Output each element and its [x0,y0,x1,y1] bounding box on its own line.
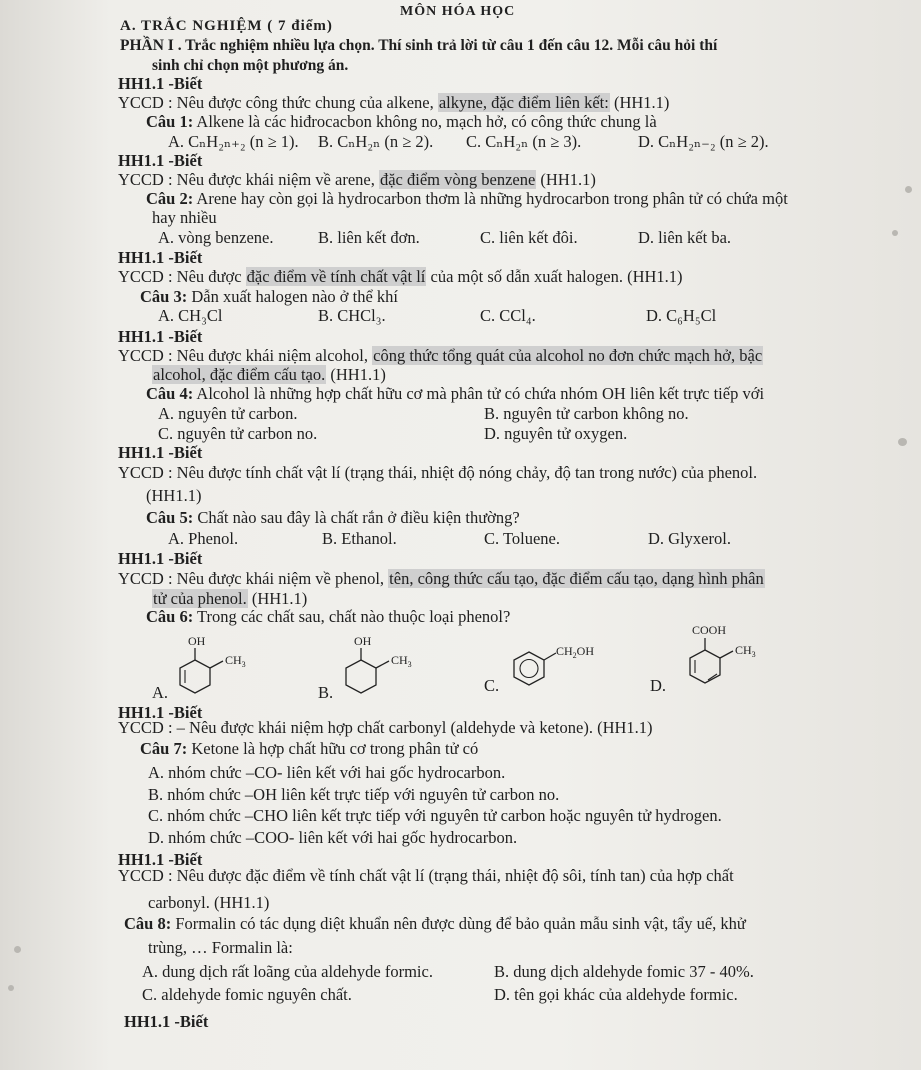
oh-label: OH [188,634,206,648]
option-b: B. nguyên tử carbon không no. [484,404,689,423]
option-a: A. [152,683,169,702]
structure-o-cresol [170,630,250,700]
question-4: Câu 4: Alcohol là những hợp chất hữu cơ mà phân tử có chứa nhóm OH liên kết trực tiếp với [146,384,765,403]
option-c: C. CCl₄. [480,306,536,325]
option-b: B. nhóm chức –OH liên kết trực tiếp với nguyên tử carbon no. [148,785,560,804]
oh-label: OH [354,634,372,648]
question-1: Câu 1: Alkene là các hiđrocacbon không no, mạch hở, có công thức chung là [146,112,657,131]
option-d: D. CₙH₂ₙ₋₂ (n ≥ 2). [638,132,769,151]
question-5: Câu 5: Chất nào sau đây là chất rắn ở điều kiện thường? [146,508,520,527]
margin-mark [8,985,14,991]
question-2: Câu 2: Arene hay còn gọi là hydrocarbon thơm là những hydrocarbon trong phân tử có chứa một [146,189,788,208]
option-a: A. vòng benzene. [158,228,274,247]
margin-mark [898,438,907,446]
level-tag: HH1.1 -Biết [118,327,203,346]
structure-methylcyclohexanol [336,630,416,700]
part-instructions: PHẦN I . Trắc nghiệm nhiều lựa chọn. Thí sinh trả lời từ câu 1 đến câu 12. Mỗi câu hỏi thí [120,37,718,54]
part-instructions-cont: sinh chỉ chọn một phương án. [152,57,349,74]
margin-mark [892,230,898,236]
learning-objective-cont: tử của phenol. (HH1.1) [153,589,308,608]
level-tag: HH1.1 -Biết [118,74,203,93]
ch3-label: $CH_3$ [225,653,246,669]
learning-objective: YCCD : Nêu được khái niệm về arene, đặc điểm vòng benzene (HH1.1) [118,170,596,189]
option-d: D. liên kết ba. [638,228,732,247]
option-d: D. [650,676,667,695]
level-tag: HH1.1 -Biết [118,850,203,869]
option-a: A. nguyên tử carbon. [158,404,298,423]
option-a: A. nhóm chức –CO- liên kết với hai gốc hydrocarbon. [148,763,506,782]
question-8-cont: trùng, … Formalin là: [148,938,293,957]
option-b: B. [318,683,334,702]
option-c: C. nguyên tử carbon no. [158,424,318,443]
option-a: A. dung dịch rất loãng của aldehyde formic. [142,962,433,981]
level-tag: HH1.1 -Biết [118,443,203,462]
option-b: B. CHCl₃. [318,306,386,325]
ch2oh-label: $CH_2OH$ [556,644,595,660]
option-c: C. liên kết đôi. [480,228,578,247]
learning-objective: YCCD : Nêu được công thức chung của alkene, alkyne, đặc điểm liên kết: (HH1.1) [118,93,670,112]
level-tag: HH1.1 -Biết [118,703,203,722]
learning-objective: YCCD : Nêu được khái niệm alcohol, công thức tổng quát của alcohol no đơn chức mạch hở, bậc [118,346,763,365]
learning-objective: YCCD : Nêu được tính chất vật lí (trạng thái, nhiệt độ nóng chảy, độ tan trong nước) của phenol. [118,463,758,482]
question-3: Câu 3: Dẫn xuất halogen nào ở thể khí [140,287,399,306]
ch3-label: $CH_3$ [735,643,756,659]
learning-objective: YCCD : Nêu được đặc điểm về tính chất vật lí của một số dẫn xuất halogen. (HH1.1) [118,267,683,286]
option-c: C. aldehyde fomic nguyên chất. [142,985,352,1004]
learning-objective: YCCD : Nêu được khái niệm về phenol, tên, công thức cấu tạo, đặc điểm cấu tạo, dạng hình phân [118,569,764,588]
option-c: C. Toluene. [484,529,560,548]
margin-mark [905,186,912,193]
margin-mark [14,946,21,953]
learning-objective: YCCD : – Nêu được khái niệm hợp chất carbonyl (aldehyde và ketone). (HH1.1) [118,718,653,737]
question-8: Câu 8: Formalin có tác dụng diệt khuẩn nên được dùng để bảo quản mẫu sinh vật, tẩy uế, khử [124,914,746,933]
cooh-label: COOH [692,623,727,637]
learning-objective-cont: (HH1.1) [146,486,202,505]
section-title: A. TRẮC NGHIỆM ( 7 điểm) [120,18,333,34]
learning-objective: YCCD : Nêu được đặc điểm về tính chất vật lí (trạng thái, nhiệt độ sôi, tính tan) của hợp chất [118,866,734,885]
level-tag: HH1.1 -Biết [124,1012,209,1031]
learning-objective-cont: alcohol, đặc điểm cấu tạo. (HH1.1) [153,365,386,384]
structure-methylbenzoic-acid [680,618,770,698]
option-c: C. CₙH₂ₙ (n ≥ 3). [466,132,582,151]
structure-benzyl-alcohol [504,630,614,700]
question-2-cont: hay nhiều [152,208,217,227]
option-b: B. liên kết đơn. [318,228,420,247]
option-c: C. nhóm chức –CHO liên kết trực tiếp với nguyên tử carbon hoặc nguyên tử hydrogen. [148,806,722,825]
option-d: D. C₆H₅Cl [646,306,717,325]
question-7: Câu 7: Ketone là hợp chất hữu cơ trong phân tử có [140,739,479,758]
learning-objective-cont: carbonyl. (HH1.1) [148,893,270,912]
option-b: B. CₙH₂ₙ (n ≥ 2). [318,132,434,151]
subject-title: MÔN HÓA HỌC [400,4,516,19]
option-d: D. nhóm chức –COO- liên kết với hai gốc hydrocarbon. [148,828,518,847]
option-c: C. [484,676,500,695]
level-tag: HH1.1 -Biết [118,549,203,568]
option-a: A. CₙH₂ₙ₊₂ (n ≥ 1). [168,132,299,151]
option-a: A. Phenol. [168,529,239,548]
option-a: A. CH₃Cl [158,306,223,325]
option-d: D. Glyxerol. [648,529,731,548]
question-6: Câu 6: Trong các chất sau, chất nào thuộc loại phenol? [146,607,511,626]
option-b: B. Ethanol. [322,529,397,548]
option-d: D. nguyên tử oxygen. [484,424,628,443]
option-b: B. dung dịch aldehyde fomic 37 - 40%. [494,962,754,981]
level-tag: HH1.1 -Biết [118,248,203,267]
option-d: D. tên gọi khác của aldehyde formic. [494,985,738,1004]
ch3-label: $CH_3$ [391,653,412,669]
level-tag: HH1.1 -Biết [118,151,203,170]
